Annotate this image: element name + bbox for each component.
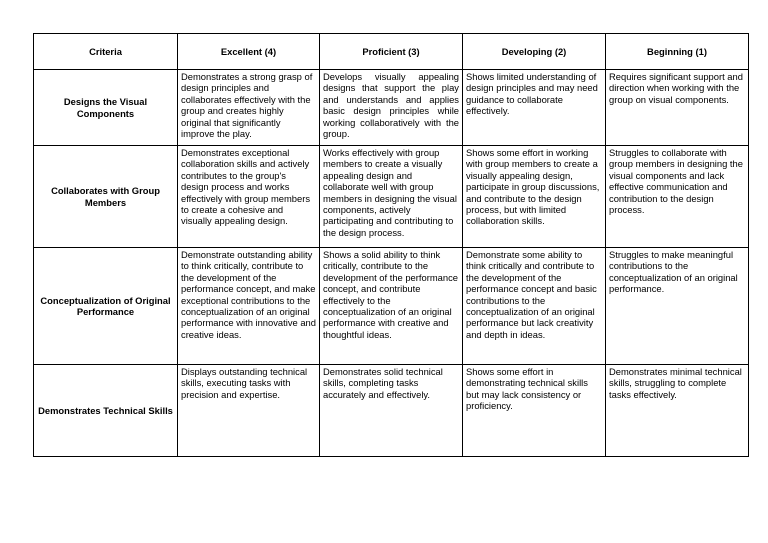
- criteria-cell: Conceptualization of Original Performance: [34, 248, 178, 365]
- proficient-cell: Works effectively with group members to create a visually appealing design and collaborate well with group members in designing the visual components, actively participating and contributing to the design process.: [320, 146, 463, 248]
- excellent-cell: Displays outstanding technical skills, executing tasks with precision and expertise.: [178, 365, 320, 457]
- excellent-cell: Demonstrates exceptional collaboration skills and actively contributes to the group's design process and works effectively with group members to create a cohesive and visually appealing design.: [178, 146, 320, 248]
- header-proficient: Proficient (3): [320, 34, 463, 70]
- table-row: [34, 248, 749, 365]
- header-excellent: Excellent (4): [178, 34, 320, 70]
- developing-cell: Shows limited understanding of design principles and may need guidance to collaborate effectively.: [463, 70, 606, 146]
- header-developing: Developing (2): [463, 34, 606, 70]
- criteria-cell: Demonstrates Technical Skills: [34, 365, 178, 457]
- header-criteria: Criteria: [34, 34, 178, 70]
- beginning-cell: Demonstrates minimal technical skills, struggling to complete tasks effectively.: [606, 365, 749, 457]
- proficient-cell: Demonstrates solid technical skills, completing tasks accurately and effectively.: [320, 365, 463, 457]
- header-beginning: Beginning (1): [606, 34, 749, 70]
- rubric-table: [33, 33, 749, 457]
- criteria-cell: Collaborates with Group Members: [34, 146, 178, 248]
- beginning-cell: Requires significant support and direction when working with the group on visual components.: [606, 70, 749, 146]
- table-row: [34, 146, 749, 248]
- developing-cell: Shows some effort in working with group members to create a visually appealing design, participate in group discussions, and contribute to the design process, but with limited collaboration skills.: [463, 146, 606, 248]
- header-row: [34, 34, 749, 70]
- proficient-cell: Shows a solid ability to think critically, contribute to the development of the performance concept, and contribute effectively to the conceptualization of an original performance with creative and thoughtful ideas.: [320, 248, 463, 365]
- excellent-cell: Demonstrates a strong grasp of design principles and collaborates effectively with the group and creates highly original that significantly improve the play.: [178, 70, 320, 146]
- table-row: [34, 70, 749, 146]
- table-row: [34, 365, 749, 457]
- proficient-cell: Develops visually appealing designs that support the play and understands and applies basic design principles while working collaboratively with the group.: [320, 70, 463, 146]
- beginning-cell: Struggles to collaborate with group members in designing the visual components and lack effective communication and contribution to the design process.: [606, 146, 749, 248]
- beginning-cell: Struggles to make meaningful contributions to the conceptualization of an original performance.: [606, 248, 749, 365]
- developing-cell: Demonstrate some ability to think critically and contribute to the development of the performance concept and basic contributions to the conceptualization of an original performance but lack creativity and depth in ideas.: [463, 248, 606, 365]
- developing-cell: Shows some effort in demonstrating technical skills but may lack consistency or proficiency.: [463, 365, 606, 457]
- criteria-cell: Designs the Visual Components: [34, 70, 178, 146]
- excellent-cell: Demonstrate outstanding ability to think critically, contribute to the development of the performance concept, and make exceptional contributions to the conceptualization of an original performance with innovative and creative ideas.: [178, 248, 320, 365]
